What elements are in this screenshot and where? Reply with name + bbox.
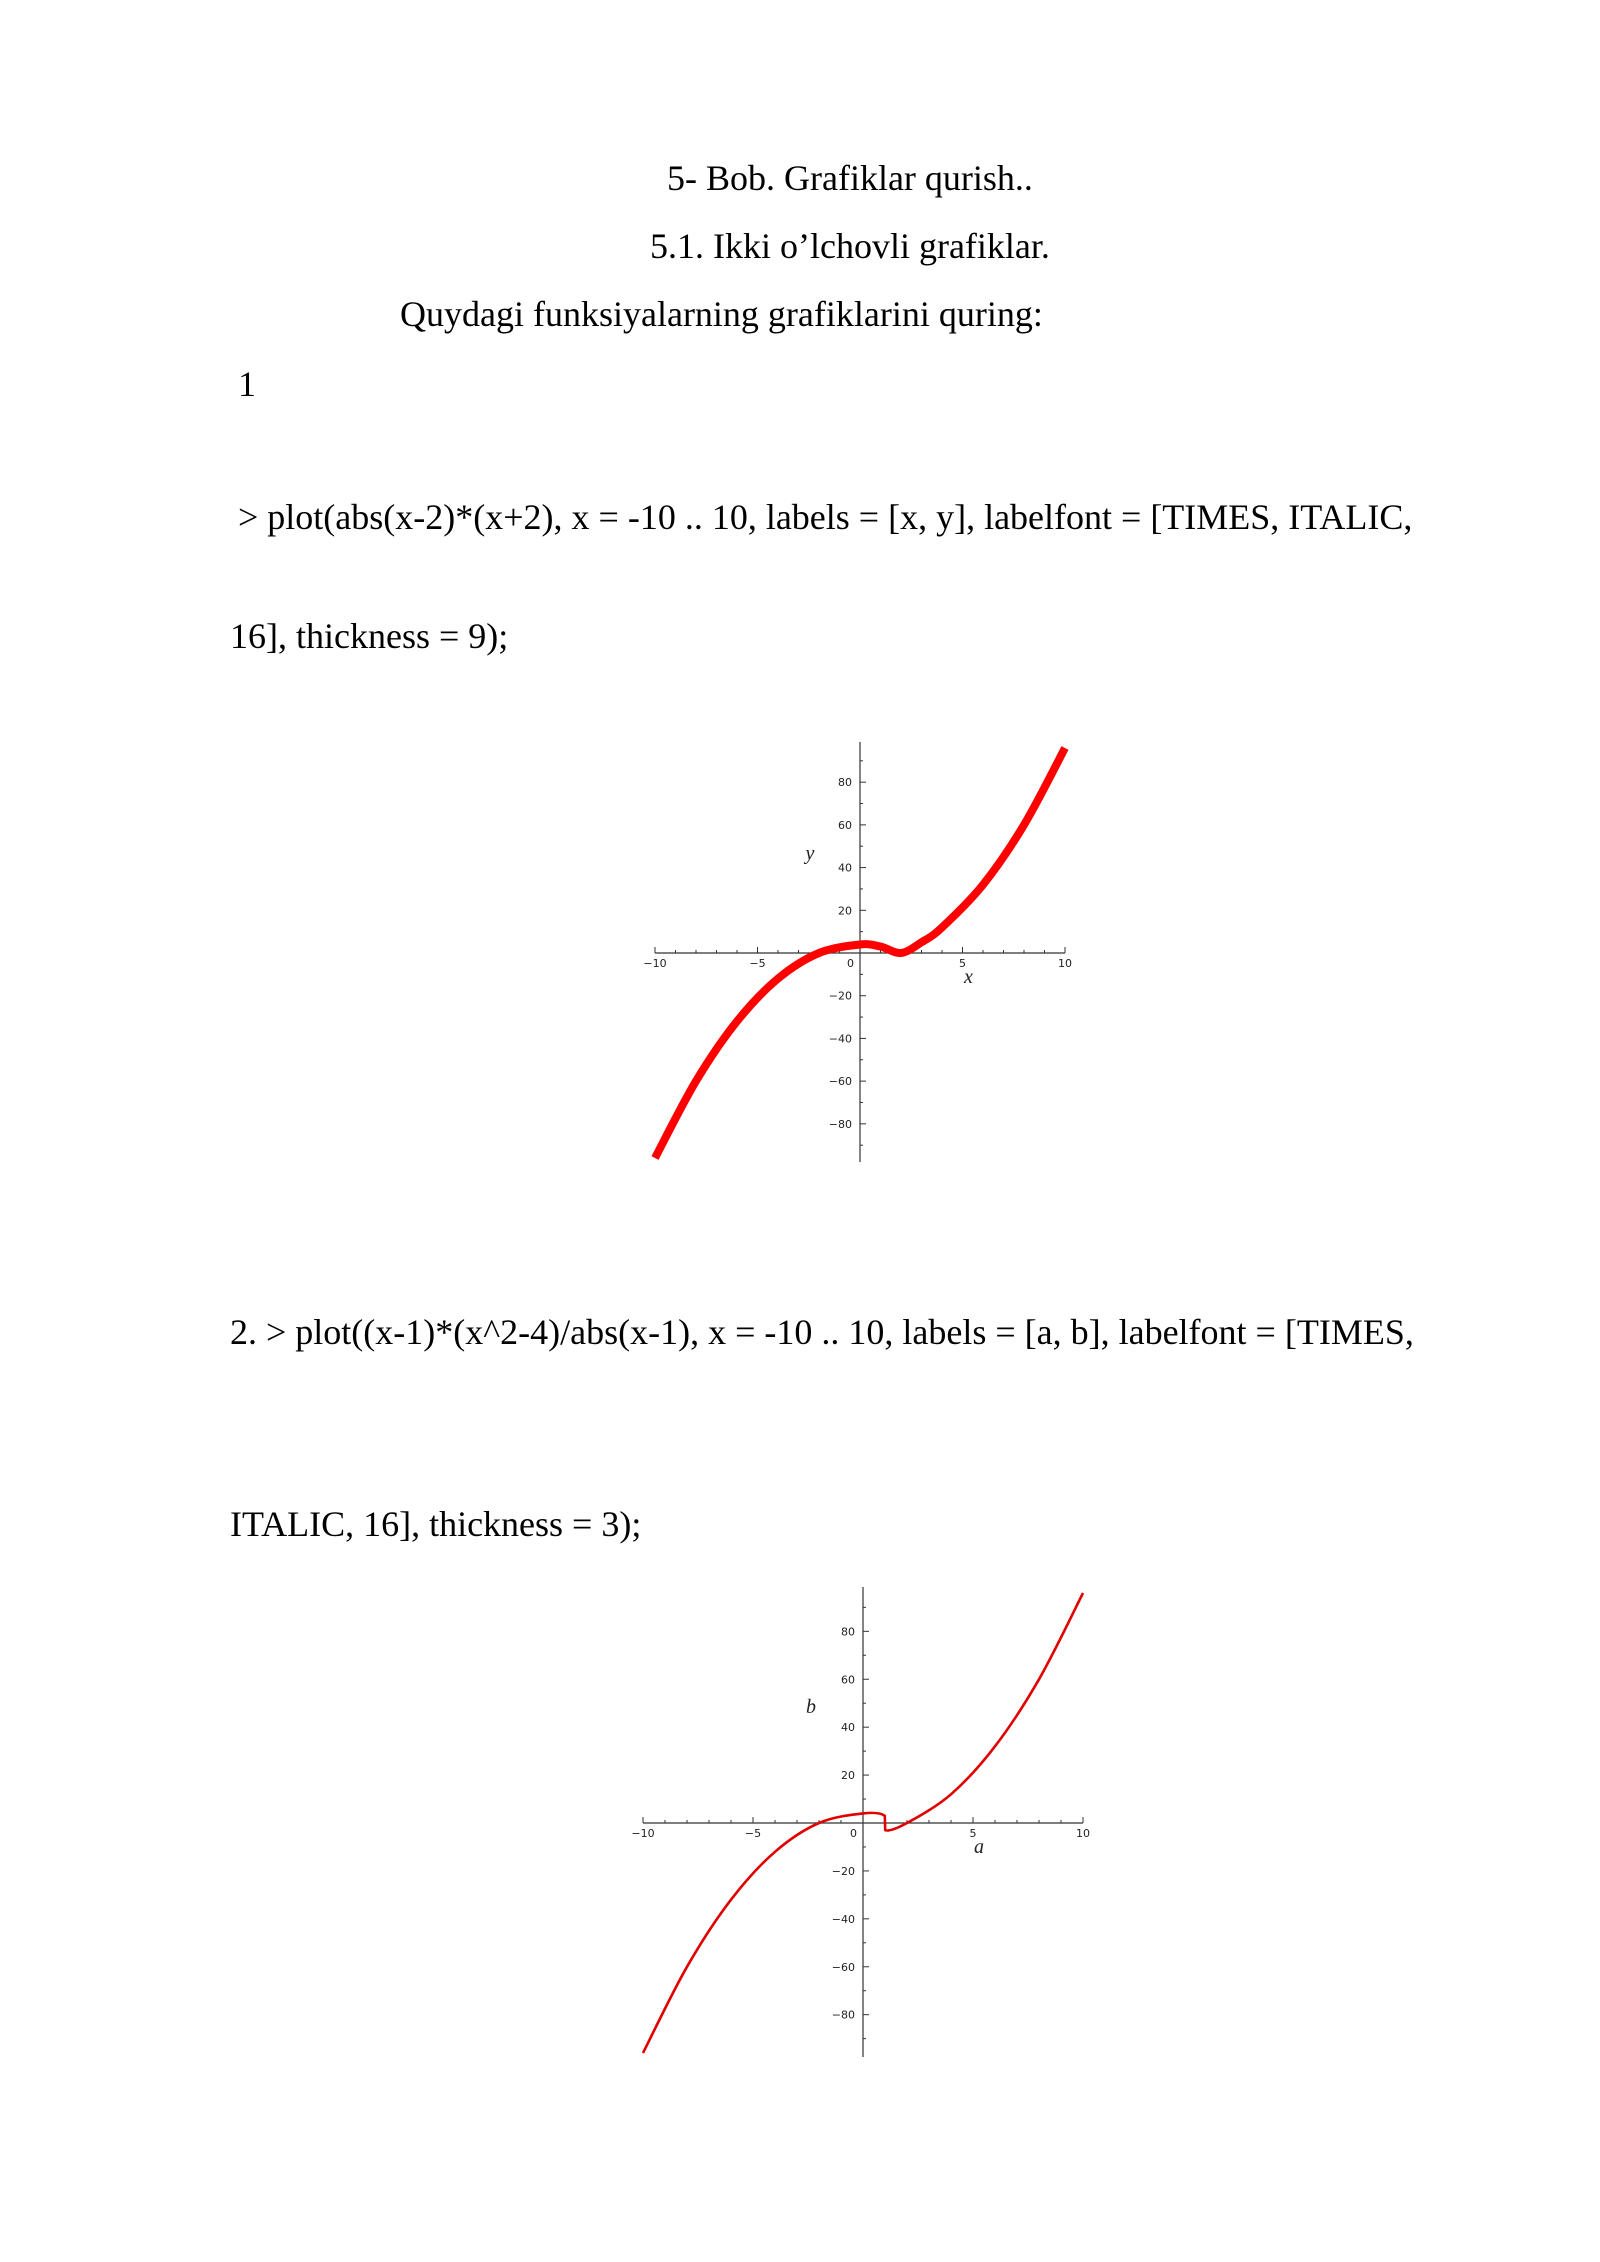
plot-1 [640, 740, 1080, 1170]
x-tick-label: 10 [1058, 957, 1072, 970]
x-axis-label: x [964, 966, 973, 988]
y-tick-label: −80 [831, 2008, 855, 2022]
chart-2-svg [625, 1585, 1095, 2060]
x-tick-label: 5 [969, 1827, 977, 1840]
y-tick-label: 80 [838, 776, 852, 790]
instruction-text: Quydagi funksiyalarning grafiklarini quring: [400, 294, 1043, 334]
x-tick-label: 0 [850, 1827, 857, 1840]
item1-code-line1: > plot(abs(x-2)*(x+2), x = -10 .. 10, labels = [x, y], labelfont = [TIMES, ITALIC, [238, 497, 1413, 537]
chart-1-svg [640, 740, 1080, 1170]
item-number: 1 [238, 364, 256, 404]
y-axis-label: y [805, 842, 815, 865]
y-tick-label: 40 [841, 1721, 855, 1735]
y-tick-label: 20 [841, 1769, 855, 1783]
y-tick-label: −40 [828, 1032, 852, 1046]
chapter-title: 5- Bob. Grafiklar qurish.. [667, 158, 1033, 198]
y-tick-label: −40 [831, 1912, 855, 1926]
section-title: 5.1. Ikki o’lchovli grafiklar. [650, 226, 1050, 266]
item2-code-line1: 2. > plot((x-1)*(x^2-4)/abs(x-1), x = -10 .. 10, labels = [a, b], labelfont = [TIMES, [230, 1312, 1414, 1352]
x-axis-label: a [974, 1836, 984, 1858]
y-tick-label: 20 [838, 904, 852, 918]
x-tick-label: −5 [749, 957, 766, 970]
y-tick-label: −20 [828, 989, 852, 1003]
y-tick-label: 40 [838, 861, 852, 875]
item1-code-line2: 16], thickness = 9); [230, 616, 509, 656]
x-tick-label: −5 [744, 1827, 762, 1840]
y-tick-label: 60 [838, 818, 852, 832]
y-tick-label: −60 [831, 1960, 855, 1974]
y-tick-label: −20 [831, 1864, 855, 1878]
item2-code-line2: ITALIC, 16], thickness = 3); [230, 1504, 642, 1544]
y-tick-label: −80 [828, 1117, 852, 1131]
x-tick-label: 0 [847, 957, 854, 970]
x-tick-label: 10 [1076, 1827, 1090, 1840]
y-axis-label: b [806, 1696, 816, 1719]
x-tick-label: −10 [643, 957, 667, 970]
x-tick-label: 5 [959, 957, 966, 970]
x-tick-label: −10 [631, 1827, 655, 1840]
y-tick-label: 80 [841, 1625, 855, 1639]
plot-2 [625, 1585, 1095, 2060]
y-tick-label: −60 [828, 1075, 852, 1089]
y-tick-label: 60 [841, 1673, 855, 1687]
